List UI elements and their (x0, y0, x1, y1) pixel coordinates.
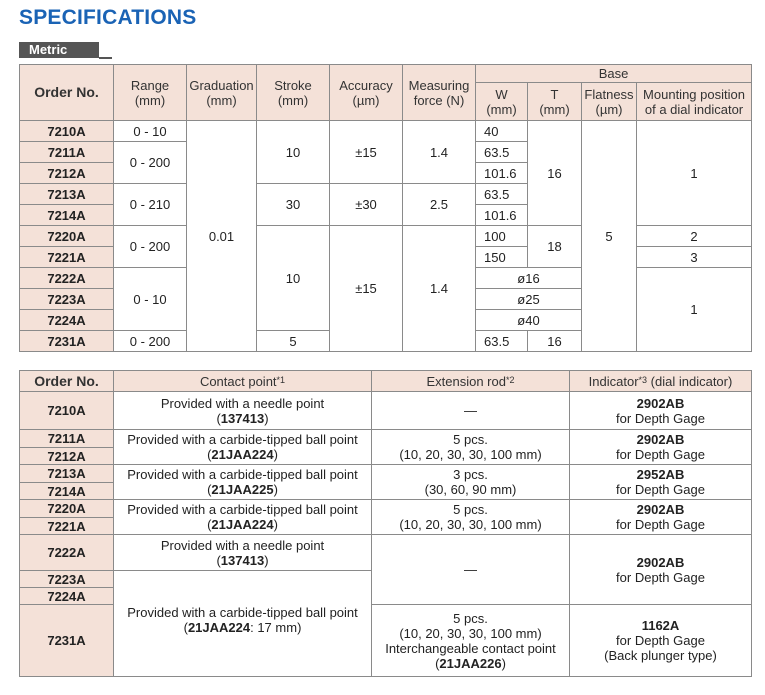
w-cell: 100 (476, 226, 528, 247)
flatness-cell: 5 (582, 121, 637, 352)
w-cell: ø16 (476, 268, 582, 289)
force-cell: 1.4 (403, 226, 476, 352)
accuracy-cell: ±15 (330, 121, 403, 184)
order-no: 7221A (20, 518, 114, 535)
table-row (20, 392, 752, 430)
spec-table (19, 64, 752, 352)
order-no: 7231A (20, 605, 114, 677)
range-cell: 0 - 200 (114, 331, 187, 352)
table-row (20, 535, 752, 571)
w-cell: ø40 (476, 310, 582, 331)
indicator-cell: 1162A for Depth Gage (Back plunger type) (570, 605, 752, 677)
order-no: 7214A (20, 483, 114, 500)
order-no: 7210A (20, 392, 114, 430)
graduation-cell: 0.01 (187, 121, 257, 352)
header-order-no: Order No. (20, 65, 114, 121)
header-flatness: Flatness (µm) (582, 83, 637, 121)
indicator-cell: 2902AB for Depth Gage (570, 430, 752, 465)
stroke-cell: 5 (257, 331, 330, 352)
header-base: Base (476, 65, 752, 83)
header-range: Range (mm) (114, 65, 187, 121)
ext-cell: 5 pcs. (10, 20, 30, 30, 100 mm) (372, 430, 570, 465)
indicator-cell: 2952AB for Depth Gage (570, 465, 752, 500)
t-cell: 16 (528, 121, 582, 226)
range-cell: 0 - 200 (114, 142, 187, 184)
w-cell: 63.5 (476, 331, 528, 352)
order-no: 7212A (20, 448, 114, 465)
order-no: 7220A (20, 500, 114, 518)
range-cell: 0 - 200 (114, 226, 187, 268)
header-graduation: Graduation (mm) (187, 65, 257, 121)
mount-cell: 2 (637, 226, 752, 247)
contact-cell: Provided with a needle point (137413) (114, 392, 372, 430)
accuracy-cell: ±15 (330, 226, 403, 352)
order-no: 7224A (20, 310, 114, 331)
stroke-cell: 30 (257, 184, 330, 226)
order-no: 7224A (20, 588, 114, 605)
stroke-cell: 10 (257, 121, 330, 184)
order-no: 7213A (20, 184, 114, 205)
force-cell: 1.4 (403, 121, 476, 184)
order-no: 7210A (20, 121, 114, 142)
range-cell: 0 - 10 (114, 268, 187, 331)
order-no: 7220A (20, 226, 114, 247)
indicator-cell: 2902AB for Depth Gage (570, 535, 752, 605)
mount-cell: 1 (637, 121, 752, 226)
mount-cell: 1 (637, 268, 752, 352)
table-row (20, 121, 752, 142)
table-row (20, 465, 752, 483)
header-t: T (mm) (528, 83, 582, 121)
header-contact-point: Contact point$^{*1}$ (114, 371, 372, 392)
header-w: W (mm) (476, 83, 528, 121)
accuracy-cell: ±30 (330, 184, 403, 226)
w-cell: 101.6 (476, 205, 528, 226)
order-no: 7221A (20, 247, 114, 268)
contact-cell: Provided with a carbide-tipped ball point (21JAA224: 17 mm) (114, 571, 372, 677)
metric-tab: Metric (19, 42, 99, 58)
ext-cell: — (372, 535, 570, 605)
order-no: 7211A (20, 142, 114, 163)
order-no: 7211A (20, 430, 114, 448)
ext-cell: 3 pcs. (30, 60, 90 mm) (372, 465, 570, 500)
stroke-cell: 10 (257, 226, 330, 331)
order-no: 7223A (20, 289, 114, 310)
header-accuracy: Accuracy (µm) (330, 65, 403, 121)
header-indicator: Indicator$^{*3}$ (dial indicator) (570, 371, 752, 392)
order-no: 7223A (20, 571, 114, 588)
w-cell: 101.6 (476, 163, 528, 184)
contact-cell: Provided with a carbide-tipped ball point (21JAA225) (114, 465, 372, 500)
w-cell: 150 (476, 247, 528, 268)
page-title: SPECIFICATIONS (19, 6, 197, 29)
indicator-cell: 2902AB for Depth Gage (570, 392, 752, 430)
tab-rule (99, 57, 112, 59)
order-no: 7222A (20, 268, 114, 289)
contact-cell: Provided with a needle point (137413) (114, 535, 372, 571)
ext-cell: 5 pcs. (10, 20, 30, 30, 100 mm) Interchangeable contact point (21JAA226) (372, 605, 570, 677)
range-cell: 0 - 10 (114, 121, 187, 142)
header-extension-rod: Extension rod$^{*2}$ (372, 371, 570, 392)
contact-cell: Provided with a carbide-tipped ball point (21JAA224) (114, 430, 372, 465)
order-no: 7213A (20, 465, 114, 483)
contact-cell: Provided with a carbide-tipped ball point (21JAA224) (114, 500, 372, 535)
w-cell: 63.5 (476, 184, 528, 205)
header-stroke: Stroke (mm) (257, 65, 330, 121)
header-measuring-force: Measuring force (N) (403, 65, 476, 121)
table-row (20, 500, 752, 518)
t-cell: 16 (528, 331, 582, 352)
table-row (20, 430, 752, 448)
header-order-no: Order No. (20, 371, 114, 392)
indicator-cell: 2902AB for Depth Gage (570, 500, 752, 535)
accessory-table (19, 370, 752, 677)
header-mounting-position: Mounting position of a dial indicator (637, 83, 752, 121)
w-cell: 40 (476, 121, 528, 142)
force-cell: 2.5 (403, 184, 476, 226)
order-no: 7222A (20, 535, 114, 571)
t-cell: 18 (528, 226, 582, 268)
order-no: 7231A (20, 331, 114, 352)
table-row (20, 226, 752, 247)
order-no: 7212A (20, 163, 114, 184)
w-cell: ø25 (476, 289, 582, 310)
ext-cell: — (372, 392, 570, 430)
range-cell: 0 - 210 (114, 184, 187, 226)
ext-cell: 5 pcs. (10, 20, 30, 30, 100 mm) (372, 500, 570, 535)
order-no: 7214A (20, 205, 114, 226)
mount-cell: 3 (637, 247, 752, 268)
w-cell: 63.5 (476, 142, 528, 163)
